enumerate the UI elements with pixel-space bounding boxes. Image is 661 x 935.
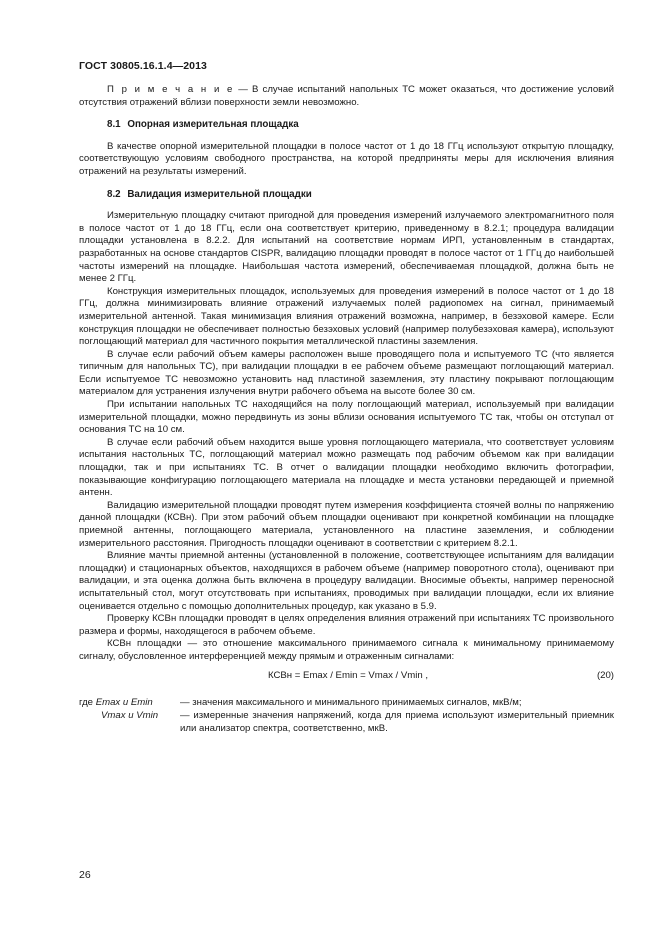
- formula-number: (20): [596, 669, 614, 681]
- where-description: — значения максимального и минимального принимаемых сигналов, мкВ/м;: [180, 696, 522, 708]
- paragraph: Валидацию измерительной площадки проводят путем измерения коэффициента стоячей волны по напряжению данной площадки (КСВн). При этом рабочий объем площадки оценивают при конкретной комбинации на площадке приемной антенны, поглощающего материала, установленного на пластине заземления, и соблюдении измерительного расстояния. Пригодность площадки оценивают в соответствии с критерием 8.2.1.: [79, 499, 614, 549]
- paragraph: Влияние мачты приемной антенны (установленной в положение, соответствующее испытаниям для валидации площадки) и стационарных объектов, находящихся в рабочем объеме (например поворотного стола), оценивают при валидации, и эта оценка должна быть включена в процедуру валидации. Вносимые объекты, например переносной испытательный стол, могут отсутствовать при испытаниях, проводимых при валидации площадки, если их влияние оценивается отдельно с помощью дополнительных процедур, как указано в 5.9.: [79, 550, 614, 612]
- formula-expression: КСВн = Emax / Emin = Vmax / Vmin ,: [268, 669, 429, 681]
- section-title: Опорная измерительная площадка: [127, 119, 299, 131]
- paragraph: Проверку КСВн площадки проводят в целях определения влияния отражений при испытаниях ТС произвольного размера и формы, находящегося в рабочем объеме.: [79, 613, 614, 637]
- section-number: 8.1: [107, 119, 121, 131]
- where-prefix: где: [79, 696, 94, 708]
- symbols-e: Emax и Emin: [95, 696, 153, 708]
- paragraph: При испытании напольных ТС находящийся на полу поглощающий материал, используемый при валидации измерительной площадки, можно передвинуть из зоны вблизи основания испытуемого ТС так, чтобы он отступал от основания ТС на 10 см.: [79, 399, 614, 436]
- paragraph: В качестве опорной измерительной площадки в полосе частот от 1 до 18 ГГц используют открытую площадку, соответствующую условиям свободного пространства, на которой предприняты меры для исключения влияния отражений на результаты измерений.: [79, 140, 614, 177]
- section-title: Валидация измерительной площадки: [127, 188, 312, 200]
- page-number: 26: [79, 869, 91, 881]
- standard-header: ГОСТ 30805.16.1.4—2013: [79, 60, 207, 72]
- note: [79, 84, 614, 109]
- symbols-v: Vmax и Vmin: [101, 709, 159, 721]
- paragraph: Конструкция измерительных площадок, используемых для проведения измерений в полосе частот от 1 до 18 ГГц, должна минимизировать влияние отражений излучаемых полей радиопомех на сигнал, принимаемый измерительной антенной. Такая минимизация влияния отражений возможна, например, в безэховой камере. Если конструкция площадки не обеспечивает полностью безэховых условий (например полубезэховая камера), используют поглощающий материал для частичного покрытия металлической пластины заземления.: [79, 285, 614, 348]
- where-row: [79, 709, 614, 735]
- formula-20: [79, 670, 614, 686]
- section-8-1-heading: [79, 119, 614, 132]
- where-description: — измеренные значения напряжений, когда для приема используют измерительный приемник или анализатор спектра, соответственно, мкВ.: [180, 709, 614, 734]
- note-text: — В случае испытаний напольных ТС может оказаться, что достижение условий отсутствия отражений вблизи поверхности земли невозможно.: [79, 84, 614, 108]
- where-block: [79, 696, 614, 735]
- where-symbols: [101, 709, 158, 722]
- paragraph: КСВн площадки — это отношение максимального принимаемого сигнала к минимальному принимаемому сигналу, обусловленное интерференцией между прямым и отраженным сигналами:: [79, 638, 614, 662]
- paragraph: В случае если рабочий объем находится выше уровня поглощающего материала, что соответствует условиям испытания настольных ТС, поглощающий материал можно размещать под рабочим объемом как при валидации площадки, так и при испытаниях ТС. В отчет о валидации площадки необходимо включить фотографии, показывающие конфигурацию поглощающего материала на площадке и места установки передающей и приемной антенн.: [79, 436, 614, 499]
- note-label: П р и м е ч а н и е: [107, 84, 235, 95]
- where-symbols: [79, 696, 153, 709]
- paragraph: Измерительную площадку считают пригодной для проведения измерений излучаемого электромагнитного поля в полосе частот от 1 до 18 ГГц, если она соответствует критерию, приведенному в 8.2.1; процедура валидации площадки установлена в 8.2.2. Для испытаний на соответствие нормам ИРП, установленным в стандартах, разработанных на основе стандартов CISPR, валидацию площадки проводят в полосе частот от 1 ГГц до наибольшей частоты измерений на площадке. Наибольшая частота измерений, обеспечиваемая площадкой, должна быть не менее 2 ГГц.: [79, 210, 614, 285]
- paragraph: В случае если рабочий объем камеры расположен выше проводящего пола и испытуемого ТС (что является типичным для напольных ТС), при валидации площадки в ее рабочем объеме размещают поглощающий материал. Если испытуемое ТС невозможно установить над пластиной заземления, эту пластину покрывают поглощающим материалом для устранения излучения внутри рабочего объема на высоте более 30 см.: [79, 348, 614, 398]
- section-number: 8.2: [107, 188, 121, 200]
- where-row: [79, 696, 614, 709]
- page-body: [79, 84, 614, 735]
- section-8-2-heading: [79, 189, 614, 202]
